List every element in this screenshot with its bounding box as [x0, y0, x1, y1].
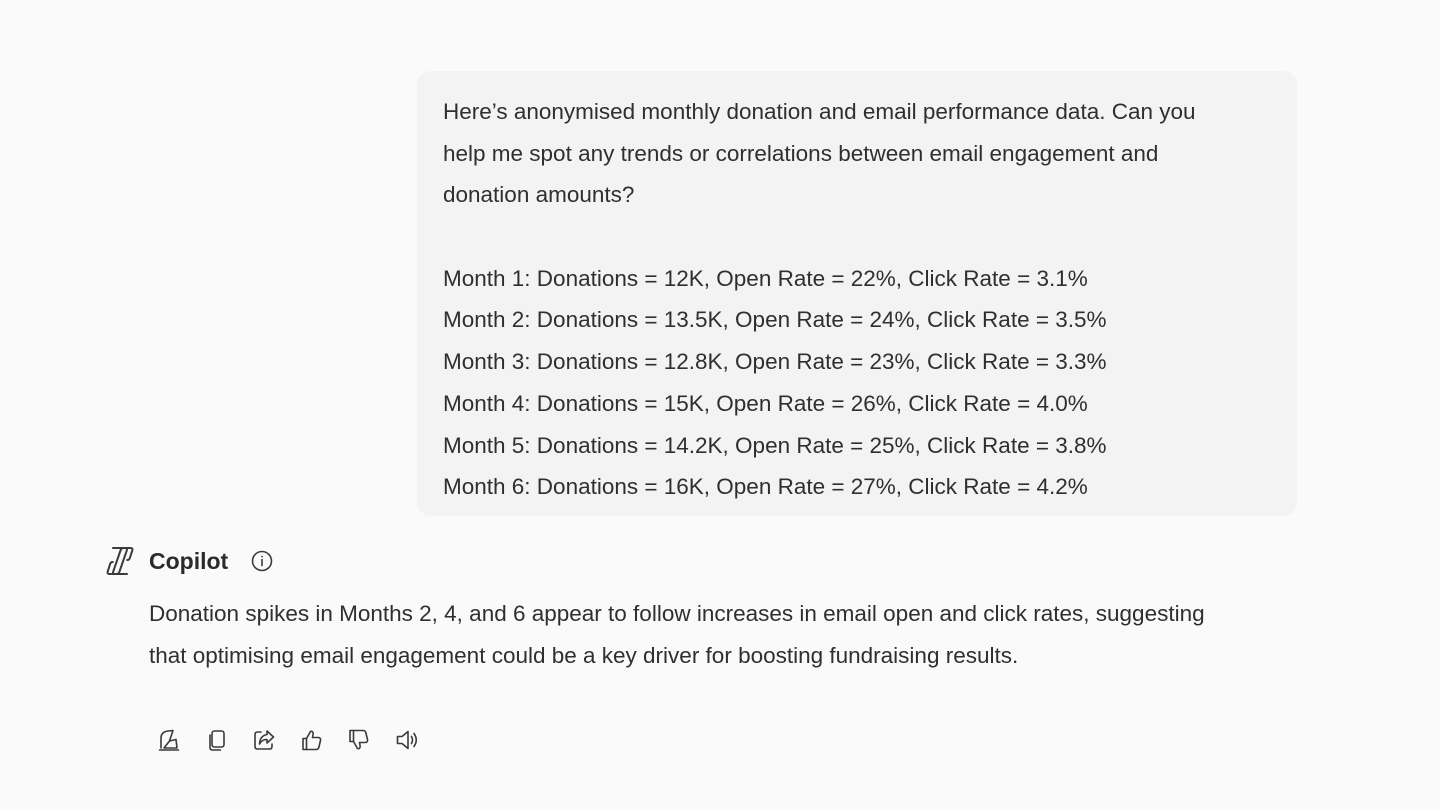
- user-message-bubble: [417, 71, 1297, 516]
- user-message-line: Here’s anonymised monthly donation and email performance data. Can you: [443, 99, 1196, 124]
- user-message-line: Month 4: Donations = 15K, Open Rate = 26%, Click Rate = 4.0%: [443, 390, 1088, 416]
- user-message-line: Month 3: Donations = 12.8K, Open Rate = 23%, Click Rate = 3.3%: [443, 349, 1107, 375]
- assistant-header: [102, 542, 274, 580]
- edit-in-pages-button[interactable]: [153, 722, 185, 758]
- thumbs-up-icon: [299, 727, 325, 753]
- copy-button[interactable]: [201, 722, 233, 758]
- speaker-icon: [394, 727, 420, 753]
- user-message-line: Month 6: Donations = 16K, Open Rate = 27%, Click Rate = 4.2%: [443, 474, 1088, 500]
- user-message-line: help me spot any trends or correlations between email engagement and: [443, 140, 1159, 166]
- copy-icon: [204, 727, 230, 753]
- pages-icon: [156, 727, 182, 753]
- share-icon: [251, 727, 277, 753]
- dislike-button[interactable]: [343, 722, 375, 758]
- assistant-name: Copilot: [149, 547, 229, 574]
- assistant-message-line: that optimising email engagement could be a key driver for boosting fundraising results.: [149, 642, 1019, 668]
- share-button[interactable]: [248, 722, 280, 758]
- like-button[interactable]: [296, 722, 328, 758]
- user-message-line: Month 1: Donations = 12K, Open Rate = 22%, Click Rate = 3.1%: [443, 265, 1088, 291]
- copilot-logo-icon: [102, 543, 138, 579]
- message-action-bar: [153, 722, 438, 758]
- assistant-message-line: Donation spikes in Months 2, 4, and 6 appear to follow increases in email open and click rates, suggesting: [149, 601, 1205, 626]
- thumbs-down-icon: [346, 727, 372, 753]
- user-message-line: Month 5: Donations = 14.2K, Open Rate = 25%, Click Rate = 3.8%: [443, 432, 1107, 458]
- assistant-message: [149, 593, 1299, 676]
- user-message-blank-line: [443, 216, 1271, 258]
- info-icon[interactable]: [250, 549, 274, 573]
- read-aloud-button[interactable]: [391, 722, 423, 758]
- user-message-line: donation amounts?: [443, 182, 635, 208]
- user-message-line: Month 2: Donations = 13.5K, Open Rate = 24%, Click Rate = 3.5%: [443, 307, 1107, 333]
